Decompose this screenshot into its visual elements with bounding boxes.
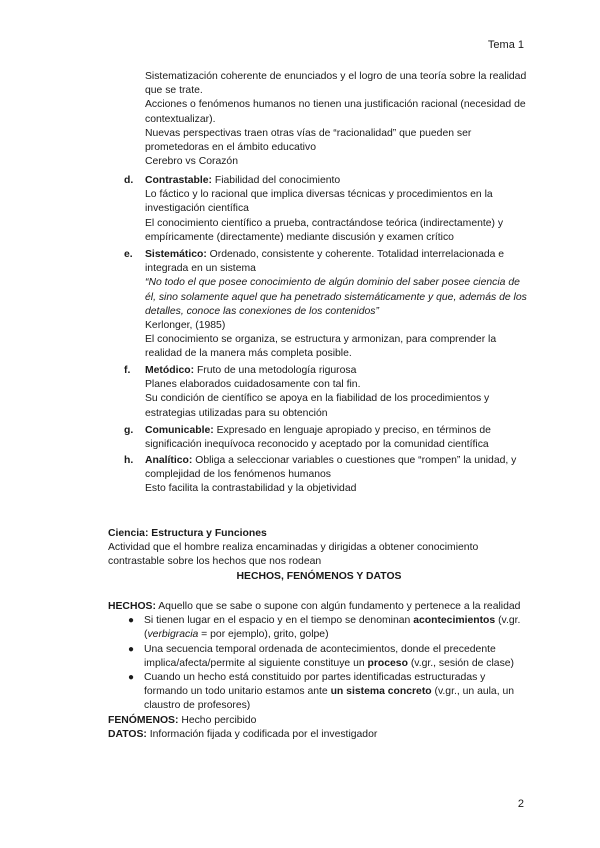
list-item-sistematico [124,248,530,362]
list-item: ● Una secuencia temporal ordenada de acontecimientos, donde el precedente implica/afecta/permite al siguiente constituye un proceso (v.gr., sesión de clase) [128,643,515,669]
list-item-line: Esto facilita la contrastabilidad y la objetividad [145,483,357,495]
page-number: 2 [517,798,524,810]
intro-line: Nuevas perspectivas traen otras vías de “racionalidad” que pueden ser prometedoras en el ámbito educativo [145,127,472,154]
list-item-line: Planes elaborados cuidadosamente con tal fin. [145,379,361,391]
bullet-icon: ● [128,615,135,627]
intro-block [145,70,530,169]
list-item-analitico [124,454,530,497]
section-subtitle: HECHOS, FENÓMENOS Y DATOS [236,570,402,582]
list-item-line: Su condición de científico se apoya en la fiabilidad de los procedimientos y estrategias utilizadas para su obtención [145,393,490,419]
list-item-letter: e. [124,249,133,260]
section-description: Actividad que el hombre realiza encaminadas y dirigidas a obtener conocimiento contrastable sobre los hechos que nos rodean [108,542,479,568]
bullet-icon: ● [128,643,135,655]
datos-label: DATOS: [108,728,147,740]
intro-line: Cerebro vs Corazón [145,156,238,168]
list-item-definition: Fruto de una metodología rigurosa [194,365,357,376]
list-item-term: Contrastable: [145,175,212,186]
list-item-contrastable [124,174,530,245]
list-item-term: Metódico: [145,365,195,376]
list-item-definition: Obliga a seleccionar variables o cuestiones que “rompen” la unidad, y complejidad de los fenómenos humanos [145,455,517,481]
list-item: ● Cuando un hecho está constituido por partes identificadas estructuradas y formando un todo unitario estamos ante un sistema concreto (v.gr., un aula, un claustro de profesores) [128,672,515,712]
list-item-term: Sistemático: [145,249,207,260]
list-item-letter: d. [124,175,134,186]
hechos-bullet-list [108,614,530,713]
list-item-line: El conocimiento se organiza, se estructura y armonizan, para comprender la realidad de la manera más completa posible. [145,334,497,360]
datos-text: Información fijada y codificada por el investigador [146,728,378,740]
list-item-definition: Ordenado, consistente y coherente. Totalidad interrelacionada e integrada en un sistema [145,249,505,275]
section-title: Ciencia: Estructura y Funciones [108,528,267,539]
list-item-term: Comunicable: [145,425,214,436]
list-item-quote: “No todo el que posee conocimiento de algún dominio del saber posee ciencia de él, sino solamente aquel que ha penetrado sistemáticamente y que, además de los detalles, conoce las conexiones de los contenidos” [145,277,527,317]
list-item-comunicable [124,424,530,452]
section-ciencia [108,527,530,584]
list-item-letter: h. [124,455,134,466]
fenomenos-text: Hecho percibido [178,714,257,726]
list-item-metodico [124,364,530,421]
fenomenos-label: FENÓMENOS: [108,714,179,726]
list-item: ● Si tienen lugar en el espacio y en el tiempo se denominan acontecimientos (v.gr. (verbigracia = por ejemplo), grito, golpe) [128,615,521,641]
list-item-letter: f. [124,365,131,376]
list-item-line: Lo fáctico y lo racional que implica diversas técnicas y procedimientos en la investigación científica [145,189,493,215]
list-item-term: Analítico: [145,455,193,466]
hechos-text: Aquello que se sabe o supone con algún fundamento y pertenece a la realidad [155,601,521,612]
section-hechos [108,600,530,742]
bullet-icon: ● [128,672,135,684]
list-item-line: El conocimiento científico a prueba, contractándose teórica (indirectamente) y empíricamente (directamente) mediante discusión y examen crítico [145,217,504,243]
intro-line: Sistematización coherente de enunciados y el logro de una teoría sobre la realidad que se trate. [145,71,527,97]
intro-line: Acciones o fenómenos humanos no tienen una justificación racional (necesidad de contextualizar). [145,99,526,125]
page-header-title: Tema 1 [487,39,524,51]
list-item-definition: Fiabilidad del conocimiento [211,175,341,186]
hechos-label: HECHOS: [108,601,156,612]
list-item-definition: Expresado en lenguaje apropiado y preciso, en términos de significación inequívoca reconocido y aceptado por la comunidad científica [145,425,491,451]
list-item-line: Kerlonger, (1985) [145,320,226,332]
list-item-letter: g. [124,425,134,436]
